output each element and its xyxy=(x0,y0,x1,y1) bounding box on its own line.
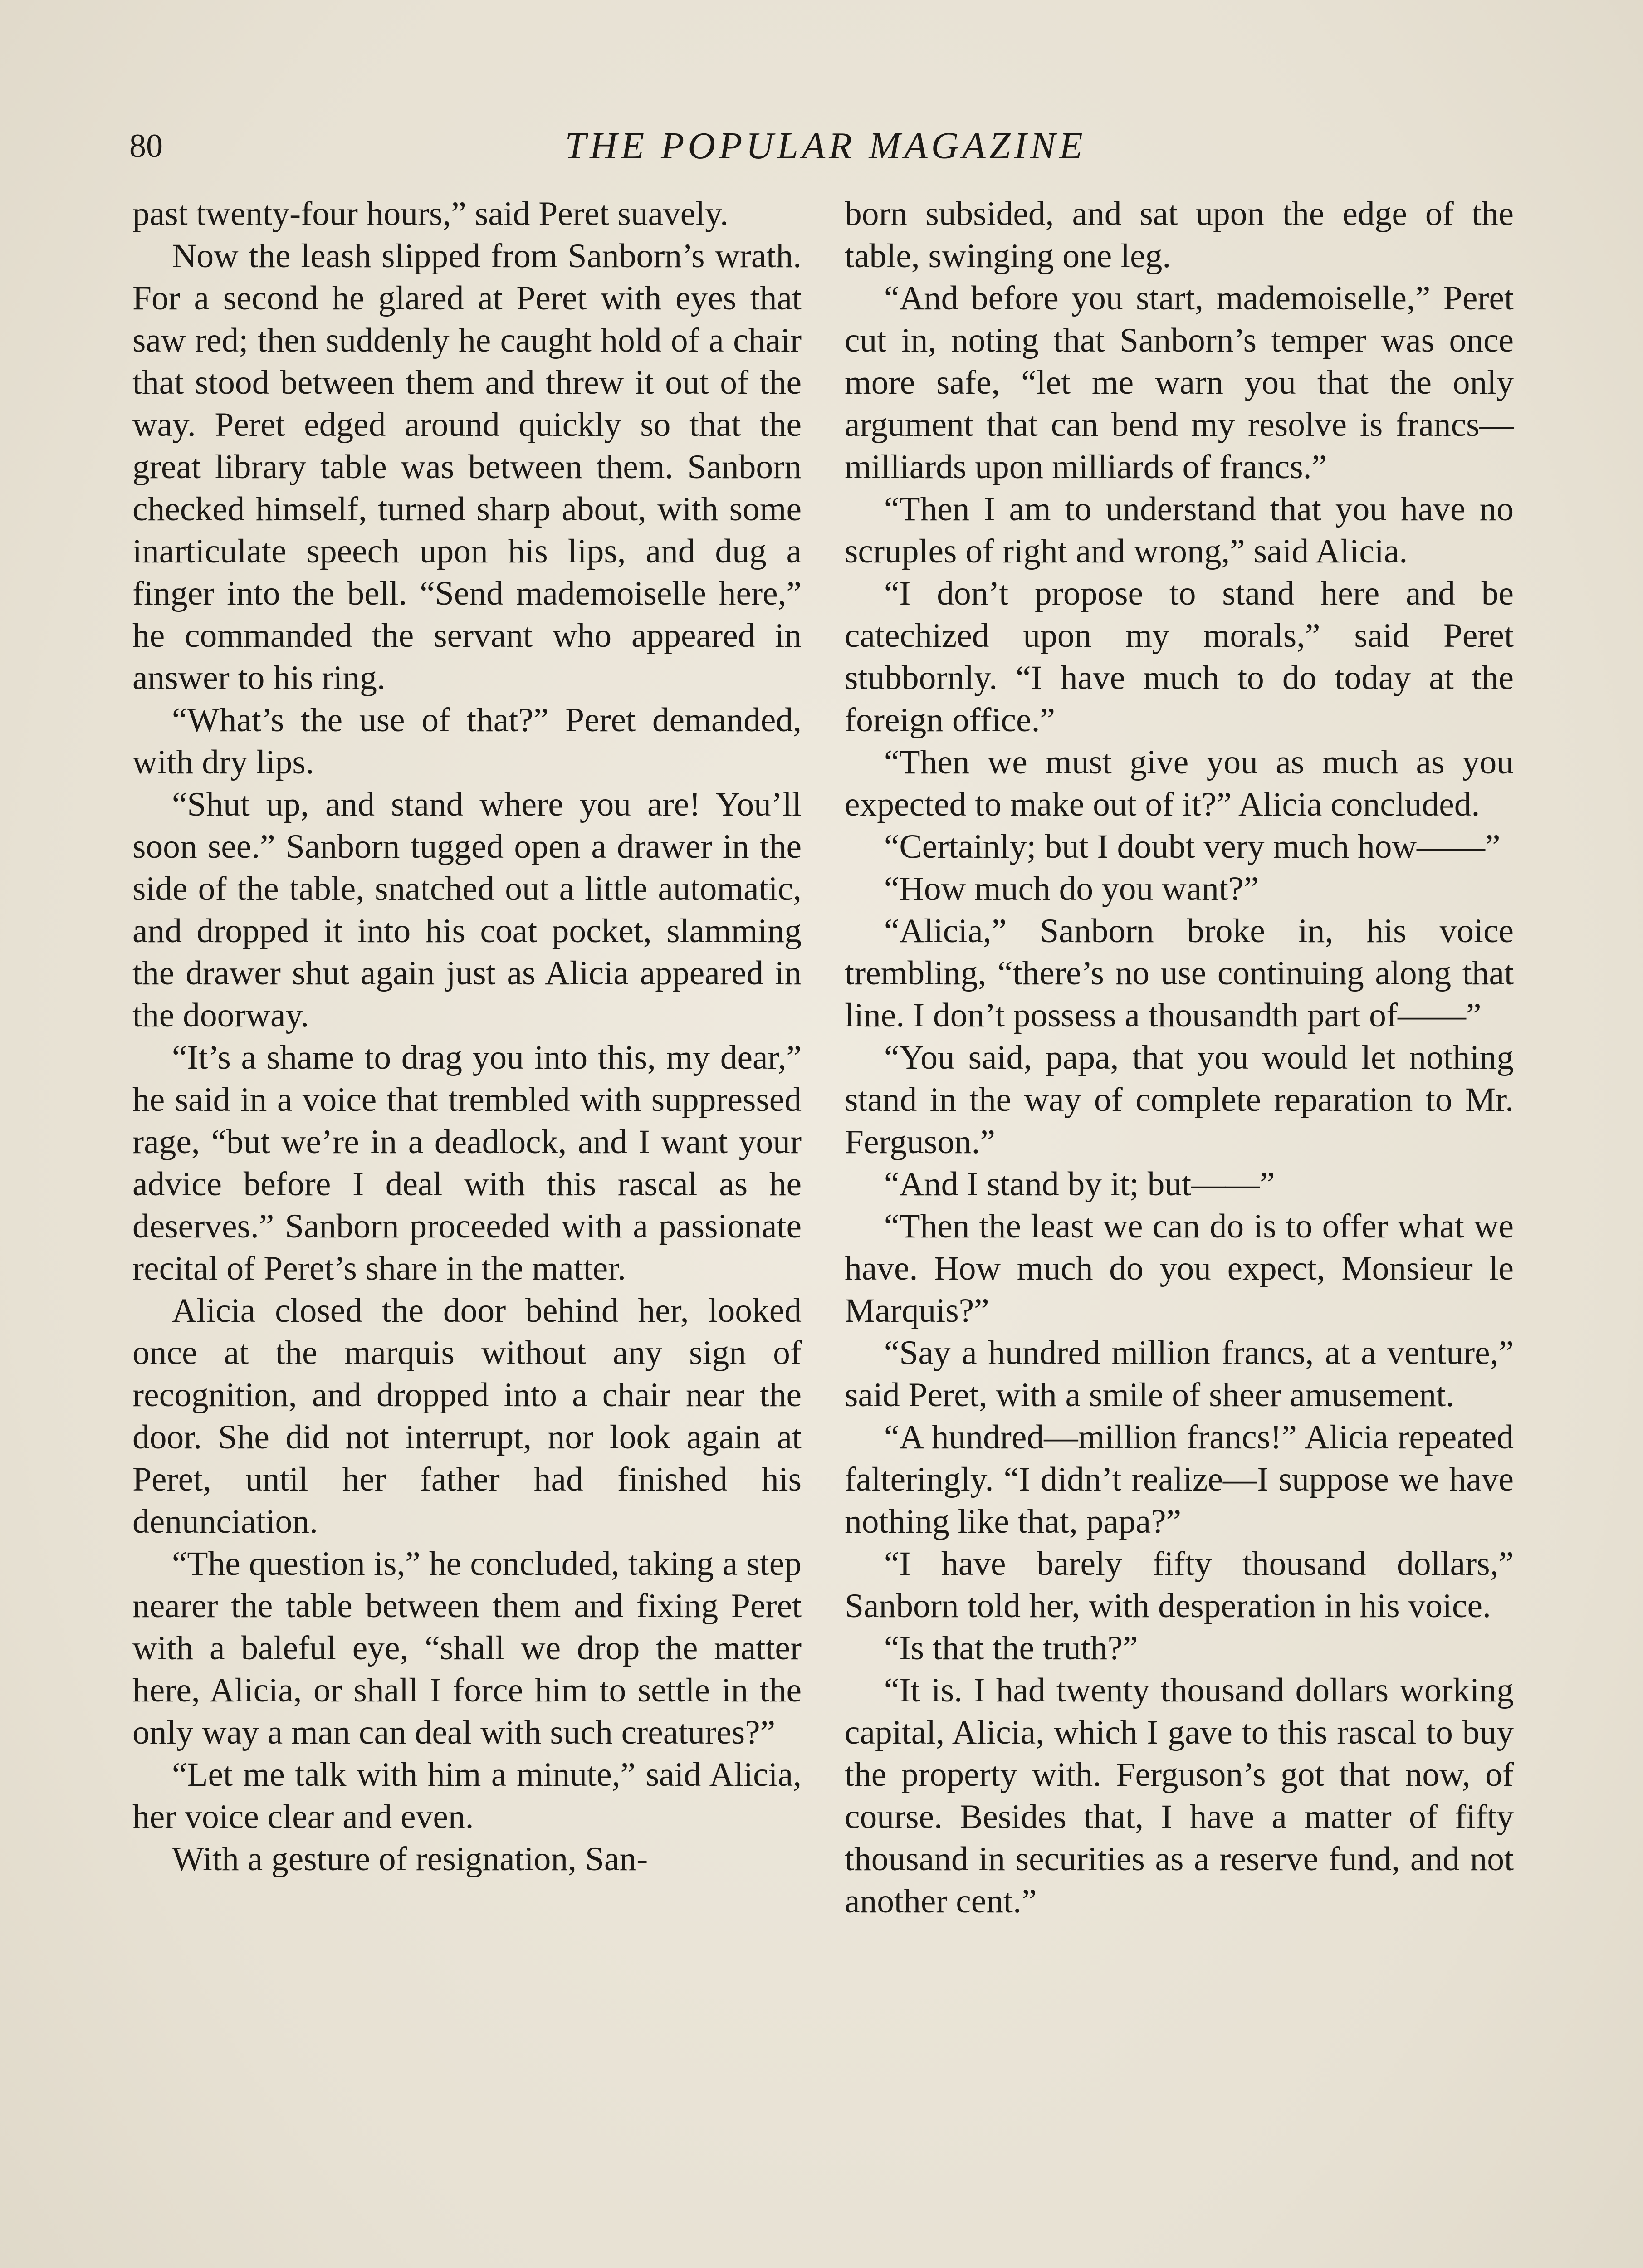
paragraph: “The question is,” he concluded, taking a step nearer the table between them and fixing Peret with a baleful eye, “shall we drop the matter here, Alicia, or shall I force him to settle in the only way a man can deal with such creatures?” xyxy=(132,1545,802,1751)
text-column-right xyxy=(845,193,1514,2268)
paragraph: “Alicia,” Sanborn broke in, his voice trembling, “there’s no use continuing along that line. I don’t possess a thousandth part of——” xyxy=(845,912,1514,1034)
paragraph: Now the leash slipped from Sanborn’s wrath. For a second he glared at Peret with eyes that saw red; then suddenly he caught hold of a chair that stood between them and threw it out of the way. Peret edged around quickly so that the great library table was between them. Sanborn checked himself, turned sharp about, with some inarticulate speech upon his lips, and dug a finger into the bell. “Send mademoiselle here,” he commanded the servant who appeared in answer to his ring. xyxy=(132,237,802,697)
paragraph: “I have barely fifty thousand dollars,” Sanborn told her, with desperation in his voice. xyxy=(845,1545,1514,1625)
paragraph: “A hundred—million francs!” Alicia repeated falteringly. “I didn’t realize—I suppose we have nothing like that, papa?” xyxy=(845,1418,1514,1540)
paragraph: born subsided, and sat upon the edge of the table, swinging one leg. xyxy=(845,195,1514,275)
paragraph: “How much do you want?” xyxy=(884,870,1259,908)
paragraph: “Then the least we can do is to offer what we have. How much do you expect, Monsieur le Marquis?” xyxy=(845,1207,1514,1330)
paragraph: “Is that the truth?” xyxy=(884,1629,1138,1667)
page-number: 80 xyxy=(129,127,163,165)
paragraph: Alicia closed the door behind her, looked once at the marquis without any sign of recognition, and dropped into a chair near the door. She did not interrupt, nor look again at Peret, until her father had finished his denunciation. xyxy=(132,1292,802,1540)
paragraph: With a gesture of resignation, San- xyxy=(171,1840,648,1878)
page-header xyxy=(129,119,1522,173)
paragraph: past twenty-four hours,” said Peret suavely. xyxy=(132,195,729,233)
paragraph: “Then we must give you as much as you expected to make out of it?” Alicia concluded. xyxy=(845,743,1514,823)
paragraph: “And before you start, mademoiselle,” Peret cut in, noting that Sanborn’s temper was once more safe, “let me warn you that the only argument that can bend my resolve is francs—milliards upon milliards of francs.” xyxy=(845,279,1514,486)
paragraph: “Let me talk with him a minute,” said Alicia, her voice clear and even. xyxy=(132,1756,802,1836)
paragraph: “It’s a shame to drag you into this, my dear,” he said in a voice that trembled with suppressed rage, “but we’re in a deadlock, and I want your advice before I deal with this rascal as he deserves.” Sanborn proceeded with a passionate recital of Peret’s share in the matter. xyxy=(132,1039,802,1287)
paragraph: “What’s the use of that?” Peret demanded, with dry lips. xyxy=(132,701,802,781)
running-title: THE POPULAR MAGAZINE xyxy=(565,125,1086,167)
paragraph: “Say a hundred million francs, at a venture,” said Peret, with a smile of sheer amusement. xyxy=(845,1334,1514,1414)
text-column-left xyxy=(132,193,802,2268)
paragraph: “Shut up, and stand where you are! You’ll soon see.” Sanborn tugged open a drawer in the side of the table, snatched out a little automatic, and dropped it into his coat pocket, slamming the drawer shut again just as Alicia appeared in the doorway. xyxy=(132,786,802,1034)
paragraph: “Then I am to understand that you have no scruples of right and wrong,” said Alicia. xyxy=(845,490,1514,570)
paragraph: “You said, papa, that you would let nothing stand in the way of complete reparation to Mr. Ferguson.” xyxy=(845,1039,1514,1161)
paragraph: “I don’t propose to stand here and be catechized upon my morals,” said Peret stubbornly. “I have much to do today at the foreign office.” xyxy=(845,575,1514,739)
paragraph: “And I stand by it; but——” xyxy=(884,1165,1275,1203)
paragraph: “It is. I had twenty thousand dollars working capital, Alicia, which I gave to this rascal to buy the property with. Ferguson’s got that now, of course. Besides that, I have a matter of fifty thousand in securities as a reserve fund, and not another cent.” xyxy=(845,1672,1514,1920)
paragraph: “Certainly; but I doubt very much how——” xyxy=(884,828,1501,865)
